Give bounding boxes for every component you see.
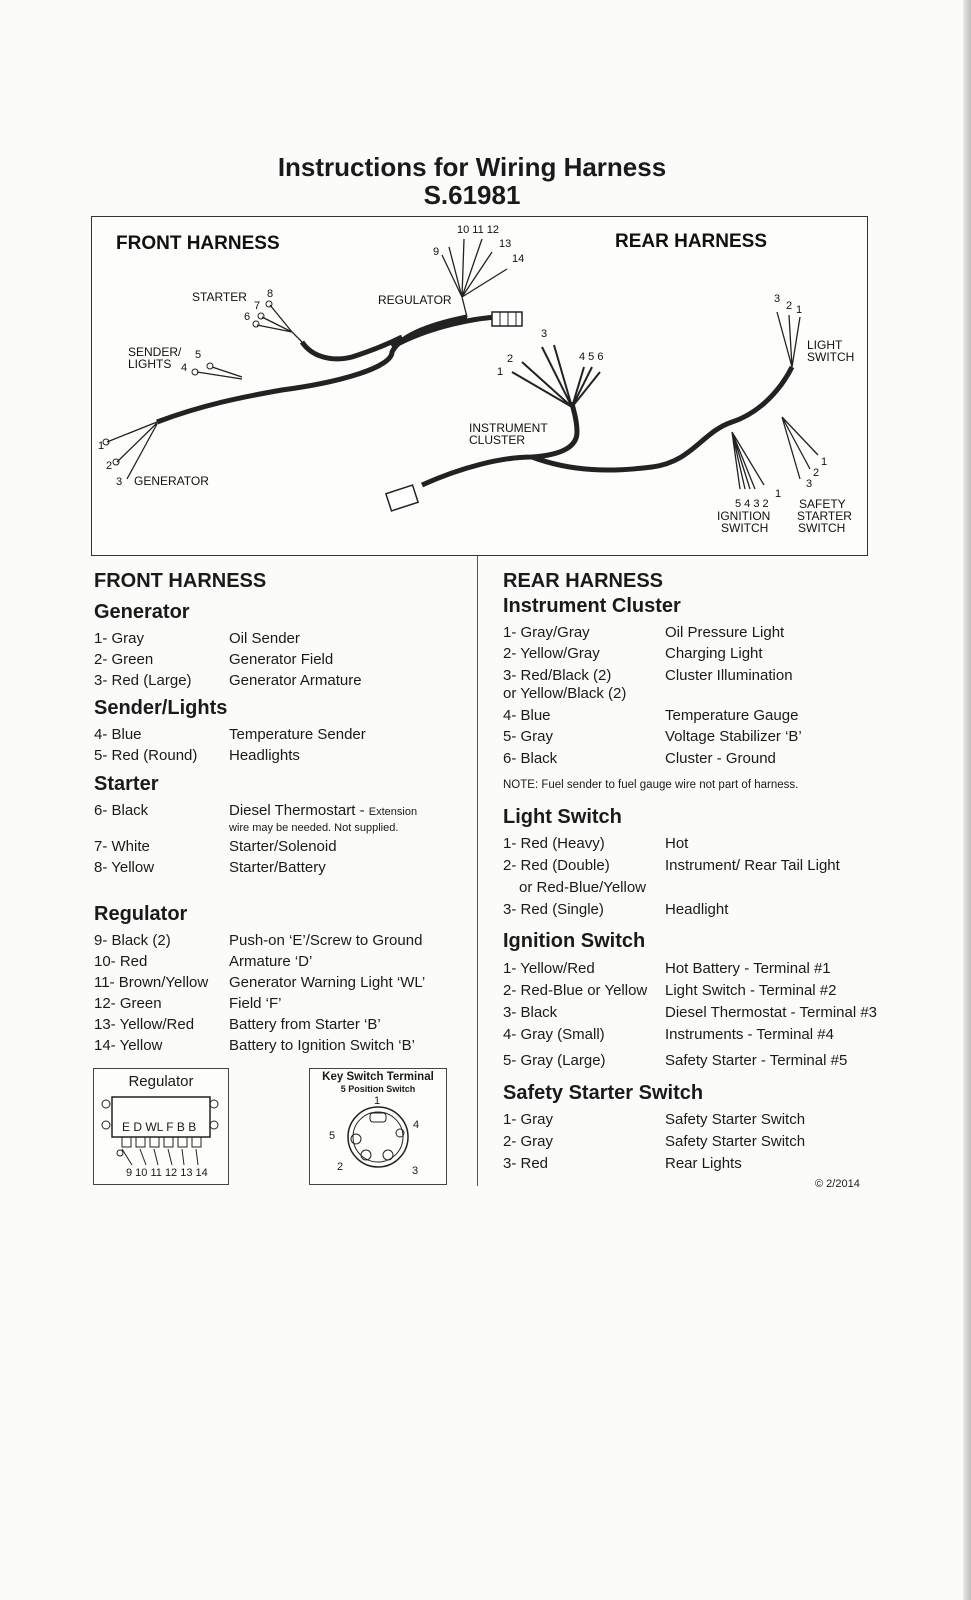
ignition-wires <box>732 432 764 489</box>
cluster-row-4-wire: 4- Blue <box>503 707 551 724</box>
num-ig-1: 1 <box>775 488 782 500</box>
diagram-cluster-label-2: CLUSTER <box>469 433 526 447</box>
starter-row-3-wire: 8- Yellow <box>94 859 155 876</box>
cluster-row-5-use: Voltage Stabilizer ‘B’ <box>665 728 802 745</box>
diagram-safety-label-3: SWITCH <box>798 521 846 535</box>
num-ic-456: 4 5 6 <box>579 351 604 363</box>
copyright: © 2/2014 <box>815 1178 860 1190</box>
diagram-rear-label: REAR HARNESS <box>615 231 768 252</box>
cluster-row-3-wire-line2: or Yellow/Black (2) <box>503 685 627 702</box>
rear-trunk-main <box>532 367 792 470</box>
diagram-ignition-label-1: IGNITION <box>717 509 771 523</box>
starter-row-1-use-line2: wire may be needed. Not supplied. <box>229 822 399 834</box>
ign-row-2-wire: 2- Red-Blue or Yellow <box>503 982 648 999</box>
diagram-regulator-label: REGULATOR <box>378 293 452 307</box>
key-switch-drawing <box>310 1069 446 1184</box>
diagram-safety-label-2: STARTER <box>797 509 852 523</box>
starter-row-1-wire: 6- Black <box>94 802 149 819</box>
light-row-3-use: Headlight <box>665 901 729 918</box>
reg-row-2-use: Armature ‘D’ <box>229 953 313 970</box>
num-st-6: 6 <box>244 311 251 323</box>
starter-row-2-wire: 7- White <box>94 838 150 855</box>
reg-row-1-use: Push-on ‘E’/Screw to Ground <box>229 932 423 949</box>
rear-harness-heading: REAR HARNESS <box>503 570 664 592</box>
num-gen-1: 1 <box>98 440 105 452</box>
reg-row-2-wire: 10- Red <box>94 953 148 970</box>
ign-row-3-wire: 3- Black <box>503 1004 558 1021</box>
starter-row-2-use: Starter/Solenoid <box>229 838 337 855</box>
regulator-heading: Regulator <box>94 903 188 925</box>
reg-row-4-wire: 12- Green <box>94 995 162 1012</box>
num-ic-2: 2 <box>507 353 514 365</box>
sender-row-1-wire: 4- Blue <box>94 726 142 743</box>
diagram-starter-label: STARTER <box>192 290 247 304</box>
cluster-row-2-use: Charging Light <box>665 645 763 662</box>
key-switch-title: Key Switch Terminal <box>322 1071 434 1083</box>
page-edge-shadow <box>963 0 971 1600</box>
starter-row-1-use: Diesel Thermostart - Extension <box>229 802 418 819</box>
safety-row-3-wire: 3- Red <box>503 1155 549 1172</box>
part-number: S.61981 <box>423 180 521 210</box>
diagram-light-switch-label-2: SWITCH <box>807 350 855 364</box>
harness-diagram <box>91 216 868 556</box>
gen-row-1-wire: 1- Gray <box>94 630 145 647</box>
safety-row-2-use: Safety Starter Switch <box>665 1133 806 1150</box>
cluster-row-3-use: Cluster Illumination <box>665 667 793 684</box>
num-ss-1: 1 <box>821 456 828 468</box>
light-row-2-wire: 2- Red (Double) <box>503 857 610 874</box>
reg-row-5-wire: 13- Yellow/Red <box>94 1016 195 1033</box>
sender-wires <box>197 367 242 379</box>
cluster-heading: Instrument Cluster <box>503 595 681 617</box>
safety-row-1-use: Safety Starter Switch <box>665 1111 806 1128</box>
front-connector <box>492 312 522 326</box>
cluster-row-1-wire: 1- Gray/Gray <box>503 624 590 641</box>
num-ss-3: 3 <box>806 478 813 490</box>
reg-row-5-use: Battery from Starter ‘B’ <box>229 1016 381 1033</box>
light-row-2-use: Instrument/ Rear Tail Light <box>665 857 840 874</box>
cluster-row-6-wire: 6- Black <box>503 750 558 767</box>
cluster-row-6-use: Cluster - Ground <box>665 750 776 767</box>
front-harness-heading: FRONT HARNESS <box>94 570 267 592</box>
num-reg-10-11-12: 10 11 12 <box>457 224 500 236</box>
num-reg-14: 14 <box>512 253 525 265</box>
diagram-sender-label-2: LIGHTS <box>128 357 172 371</box>
key-terminal-4: 4 <box>413 1119 420 1131</box>
reg-row-1-wire: 9- Black (2) <box>94 932 171 949</box>
sender-row-1-use: Temperature Sender <box>229 726 366 743</box>
regulator-box-title: Regulator <box>128 1073 194 1090</box>
num-st-8: 8 <box>267 288 274 300</box>
light-switch-heading: Light Switch <box>503 806 622 828</box>
key-terminal-3: 3 <box>412 1165 419 1177</box>
ign-row-2-use: Light Switch - Terminal #2 <box>665 982 837 999</box>
regulator-box-terminals: E D WL F B B <box>122 1120 197 1134</box>
ign-row-1-wire: 1- Yellow/Red <box>503 960 595 977</box>
generator-heading: Generator <box>94 601 190 623</box>
front-trunk-upper <box>302 337 402 359</box>
num-st-7: 7 <box>254 300 261 312</box>
cluster-row-5-wire: 5- Gray <box>503 728 554 745</box>
diagram-generator-label: GENERATOR <box>134 474 209 488</box>
num-sl-4: 4 <box>181 362 188 374</box>
reg-row-4-use: Field ‘F’ <box>229 995 282 1012</box>
ign-row-4-wire: 4- Gray (Small) <box>503 1026 605 1043</box>
key-terminal-2: 2 <box>337 1161 344 1173</box>
key-terminal-1: 1 <box>374 1095 381 1107</box>
column-divider <box>477 556 478 1186</box>
cluster-row-1-use: Oil Pressure Light <box>665 624 785 641</box>
gen-row-3-wire: 3- Red (Large) <box>94 672 192 689</box>
light-row-2-wire-line2: or Red-Blue/Yellow <box>519 879 647 896</box>
starter-row-3-use: Starter/Battery <box>229 859 326 876</box>
num-ic-1: 1 <box>497 366 504 378</box>
num-ss-2: 2 <box>813 467 820 479</box>
num-reg-9: 9 <box>433 246 440 258</box>
starter-wires <box>257 305 307 347</box>
cluster-row-4-use: Temperature Gauge <box>665 707 799 724</box>
gen-row-2-wire: 2- Green <box>94 651 154 668</box>
reg-row-3-use: Generator Warning Light ‘WL’ <box>229 974 426 991</box>
gen-row-2-use: Generator Field <box>229 651 334 668</box>
rear-connector <box>386 485 418 511</box>
safety-starter-heading: Safety Starter Switch <box>503 1082 704 1104</box>
starter-heading: Starter <box>94 773 159 795</box>
diagram-cluster-label-1: INSTRUMENT <box>469 421 548 435</box>
num-ig-5432: 5 4 3 2 <box>735 498 769 510</box>
regulator-terminal-box <box>93 1068 229 1185</box>
regulator-wires <box>442 239 507 317</box>
cluster-row-2-wire: 2- Yellow/Gray <box>503 645 600 662</box>
num-ls-3: 3 <box>774 293 781 305</box>
diagram-safety-label-1: SAFETY <box>799 497 846 511</box>
regulator-box-numbers: 9 10 11 12 13 14 <box>126 1167 208 1179</box>
ign-row-4-use: Instruments - Terminal #4 <box>665 1026 834 1043</box>
key-terminal-5: 5 <box>329 1130 336 1142</box>
num-ic-3: 3 <box>541 328 548 340</box>
gen-row-1-use: Oil Sender <box>229 630 300 647</box>
page-title: Instructions for Wiring Harness <box>277 152 667 182</box>
num-sl-5: 5 <box>195 349 202 361</box>
ign-row-1-use: Hot Battery - Terminal #1 <box>665 960 831 977</box>
key-switch-subtitle: 5 Position Switch <box>340 1084 416 1094</box>
cluster-note: NOTE: Fuel sender to fuel gauge wire not part of harness. <box>503 779 799 791</box>
harness-drawing <box>92 217 867 555</box>
cluster-row-3-wire: 3- Red/Black (2) <box>503 667 612 684</box>
ign-row-5-wire: 5- Gray (Large) <box>503 1052 606 1069</box>
diagram-light-switch-label-1: LIGHT <box>807 338 843 352</box>
num-reg-13: 13 <box>499 238 512 250</box>
light-row-3-wire: 3- Red (Single) <box>503 901 604 918</box>
sender-row-2-wire: 5- Red (Round) <box>94 747 198 764</box>
safety-row-2-wire: 2- Gray <box>503 1133 554 1150</box>
sender-row-2-use: Headlights <box>229 747 300 764</box>
light-switch-wires <box>777 312 800 367</box>
num-ls-2: 2 <box>786 300 793 312</box>
diagram-sender-label-1: SENDER/ <box>128 345 182 359</box>
light-row-1-wire: 1- Red (Heavy) <box>503 835 605 852</box>
diagram-front-label: FRONT HARNESS <box>116 233 280 254</box>
num-gen-2: 2 <box>106 460 113 472</box>
safety-row-3-use: Rear Lights <box>665 1155 742 1172</box>
diagram-ignition-label-2: SWITCH <box>721 521 769 535</box>
num-gen-3: 3 <box>116 476 123 488</box>
reg-row-3-wire: 11- Brown/Yellow <box>94 974 209 991</box>
key-switch-box <box>309 1068 447 1185</box>
ignition-heading: Ignition Switch <box>503 930 646 952</box>
sender-heading: Sender/Lights <box>94 697 228 719</box>
reg-row-6-wire: 14- Yellow <box>94 1037 163 1054</box>
ign-row-3-use: Diesel Thermostat - Terminal #3 <box>665 1004 878 1021</box>
num-ls-1: 1 <box>796 304 803 316</box>
generator-wires <box>107 422 157 479</box>
light-row-1-use: Hot <box>665 835 689 852</box>
ign-row-5-use: Safety Starter - Terminal #5 <box>665 1052 848 1069</box>
gen-row-3-use: Generator Armature <box>229 672 362 689</box>
safety-row-1-wire: 1- Gray <box>503 1111 554 1128</box>
reg-row-6-use: Battery to Ignition Switch ‘B’ <box>229 1037 415 1054</box>
